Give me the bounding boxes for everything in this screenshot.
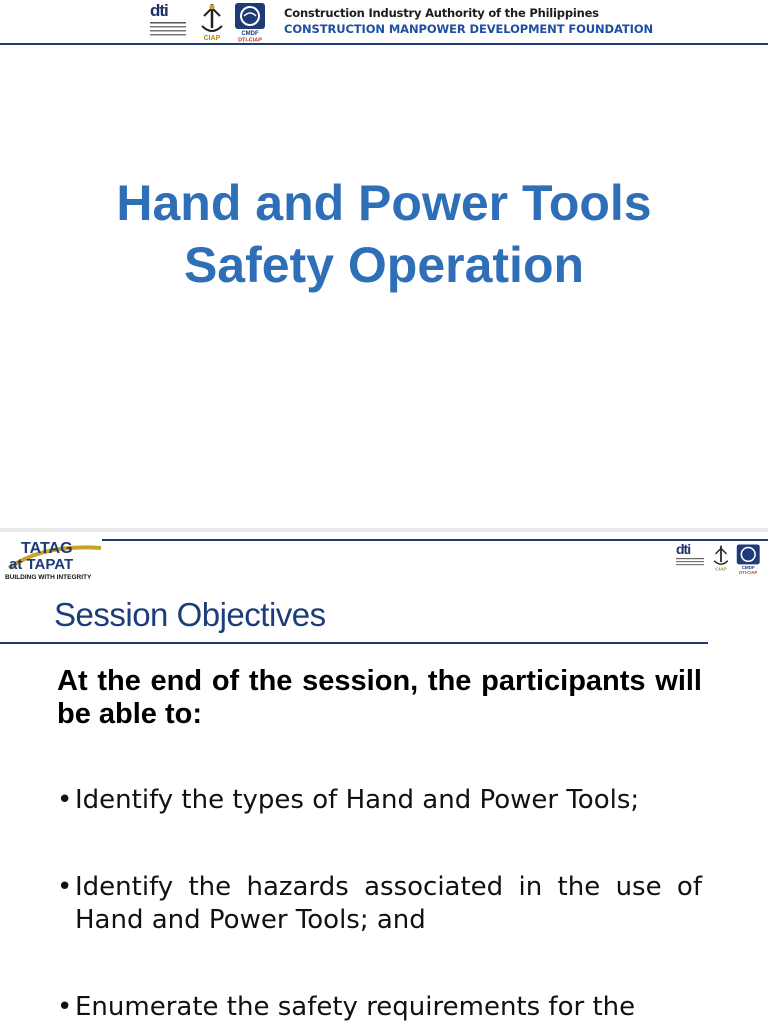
dti-logo-small xyxy=(676,542,706,576)
cmdf-logo-small xyxy=(736,542,762,576)
svg-text:TATAG: TATAG xyxy=(21,540,73,557)
top-divider xyxy=(102,539,768,541)
svg-text:CIAP: CIAP xyxy=(203,35,221,42)
list-item xyxy=(57,871,702,937)
dti-logo-text: dti xyxy=(150,1,168,20)
objectives-slide xyxy=(0,532,768,1024)
cmdf-logo xyxy=(234,2,268,42)
heading-divider xyxy=(0,642,708,644)
dti-logo xyxy=(150,2,190,42)
header-divider xyxy=(0,43,768,45)
title-line-2: Safety Operation xyxy=(183,237,585,293)
list-item xyxy=(57,784,702,817)
objectives-list xyxy=(57,784,702,1024)
list-item-text: Enumerate the safety requirements for the xyxy=(75,992,636,1022)
dti-fine-print-icon xyxy=(150,20,190,40)
ciap-logo-small xyxy=(710,542,732,574)
dti-logo-small-text: dti xyxy=(676,541,691,557)
bullet-icon: • xyxy=(57,872,73,902)
objectives-lead-text: At the end of the session, the participants will be able to: xyxy=(57,665,702,730)
svg-text:DTI-CIAP: DTI-CIAP xyxy=(238,37,262,42)
list-item-text: Identify the types of Hand and Power Tools; xyxy=(75,785,640,815)
slide-title xyxy=(0,172,768,296)
organization-header xyxy=(284,5,653,37)
svg-text:CMDF: CMDF xyxy=(741,564,755,570)
list-item xyxy=(57,991,702,1024)
title-line-1: Hand and Power Tools xyxy=(116,175,652,231)
org-name-ciap: Construction Industry Authority of the Philippines xyxy=(284,6,599,20)
org-name-cmdf: CONSTRUCTION MANPOWER DEVELOPMENT FOUNDATION xyxy=(284,22,654,36)
svg-text:CIAP: CIAP xyxy=(715,567,727,573)
svg-text:BUILDING WITH INTEGRITY: BUILDING WITH INTEGRITY xyxy=(5,574,92,580)
ciap-logo xyxy=(196,2,228,42)
bullet-icon: • xyxy=(57,992,73,1022)
tatag-at-tapat-logo xyxy=(3,538,113,580)
list-item-text: Identify the hazards associated in the use of Hand and Power Tools; and xyxy=(75,872,702,935)
svg-text:at TAPAT: at TAPAT xyxy=(9,556,74,573)
partner-logos xyxy=(150,2,268,42)
svg-text:DTI-CIAP: DTI-CIAP xyxy=(739,569,758,575)
svg-text:CMDF: CMDF xyxy=(241,31,259,37)
partner-logos-small xyxy=(676,542,762,576)
dti-fine-print-icon xyxy=(676,556,706,570)
bullet-icon: • xyxy=(57,785,73,815)
section-heading: Session Objectives xyxy=(54,596,326,633)
